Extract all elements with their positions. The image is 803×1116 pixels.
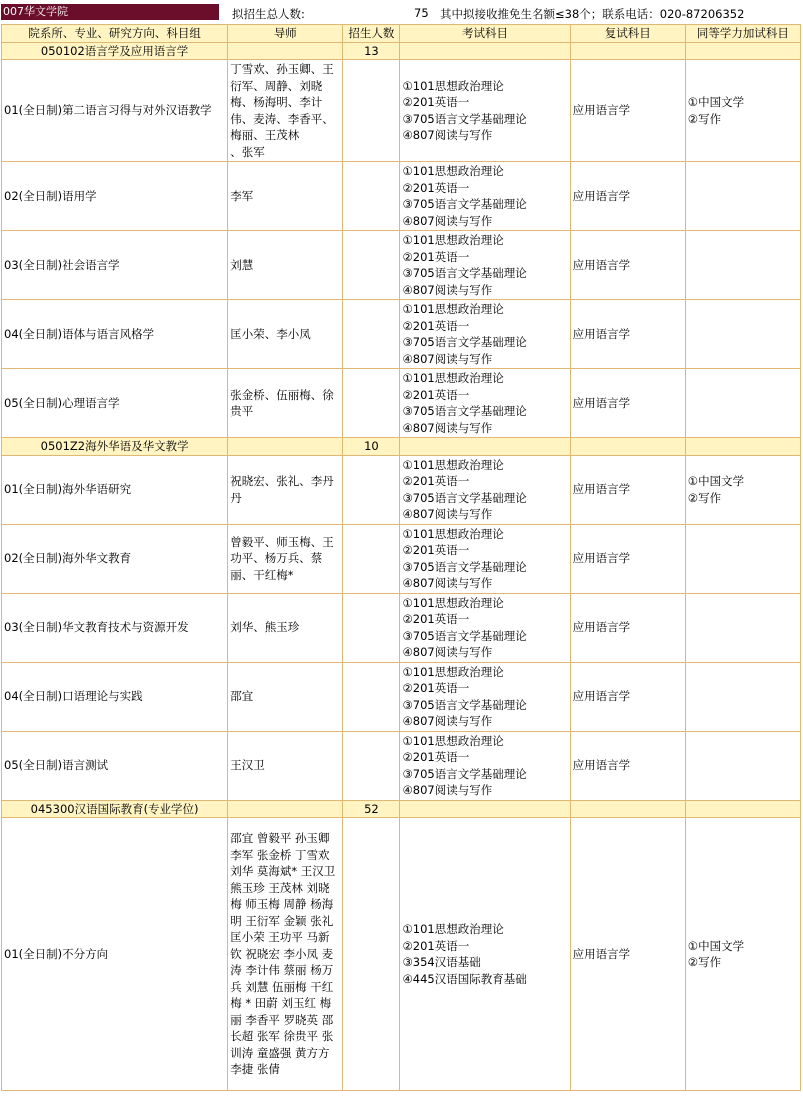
direction-row	[2, 369, 801, 438]
col-header-count: 招生人数	[343, 25, 400, 43]
retest-subject: 应用语言学	[570, 231, 685, 300]
major-extra-empty	[685, 438, 800, 456]
direction-count	[343, 455, 400, 524]
retest-subject: 应用语言学	[570, 524, 685, 593]
exam-subjects: ①101思想政治理论 ②201英语一 ③705语言文学基础理论 ④807阅读与写作	[400, 231, 570, 300]
retest-subject: 应用语言学	[570, 162, 685, 231]
extra-subjects	[685, 300, 800, 369]
direction-row	[2, 818, 801, 1091]
exam-subjects: ①101思想政治理论 ②201英语一 ③705语言文学基础理论 ④807阅读与写作	[400, 455, 570, 524]
exam-subjects: ①101思想政治理论 ②201英语一 ③705语言文学基础理论 ④807阅读与写作	[400, 60, 570, 162]
direction-name: 03(全日制)社会语言学	[2, 231, 228, 300]
major-name: 050102语言学及应用语言学	[2, 42, 228, 60]
col-header-direction: 院系所、专业、研究方向、科目组	[2, 25, 228, 43]
tutors: 邵宜 曾毅平 孙玉卿 李军 张金桥 丁雪欢 刘华 莫海斌* 王汉卫 熊玉珍 王茂林 刘晓梅 师玉梅 周静 杨海明 王衍军 金颖 张礼 匡小荣 王功平 马新钦 祝晓宏 李小凤 麦涛 李计伟 蔡丽 杨万兵 刘慧 伍丽梅 干红梅 * 田蔚 刘玉红 梅丽 李香平 罗晓英 邵长超 张军 徐贵平 张训涛 童盛强 黄方方 李捷 张倩	[228, 818, 343, 1091]
exam-subjects: ①101思想政治理论 ②201英语一 ③354汉语基础 ④445汉语国际教育基础	[400, 818, 570, 1091]
direction-row	[2, 731, 801, 800]
enrollment-table	[1, 24, 801, 1091]
direction-row	[2, 162, 801, 231]
extra-subjects	[685, 524, 800, 593]
major-row	[2, 438, 801, 456]
major-tutor-empty	[228, 438, 343, 456]
major-extra-empty	[685, 800, 800, 818]
major-exam-empty	[400, 42, 570, 60]
direction-row	[2, 60, 801, 162]
extra-subjects	[685, 731, 800, 800]
direction-count	[343, 300, 400, 369]
table-body	[2, 42, 801, 1091]
retest-subject: 应用语言学	[570, 593, 685, 662]
direction-name: 01(全日制)第二语言习得与对外汉语教学	[2, 60, 228, 162]
exam-subjects: ①101思想政治理论 ②201英语一 ③705语言文学基础理论 ④807阅读与写作	[400, 731, 570, 800]
extra-subjects	[685, 162, 800, 231]
tutors: 王汉卫	[228, 731, 343, 800]
tutors: 曾毅平、师玉梅、王功平、杨万兵、蔡丽、干红梅*	[228, 524, 343, 593]
major-row	[2, 800, 801, 818]
direction-name: 01(全日制)海外华语研究	[2, 455, 228, 524]
direction-count	[343, 593, 400, 662]
major-name: 0501Z2海外华语及华文教学	[2, 438, 228, 456]
tutors: 邵宜	[228, 662, 343, 731]
quota-note: 其中拟接收推免生名额≤38个；联系电话：020-87206352	[440, 7, 745, 21]
total-label: 拟招生总人数:	[232, 7, 305, 21]
direction-name: 01(全日制)不分方向	[2, 818, 228, 1091]
col-header-exam: 考试科目	[400, 25, 570, 43]
direction-row	[2, 662, 801, 731]
major-count: 52	[343, 800, 400, 818]
tutors: 丁雪欢、孙玉卿、王衍军、周静、刘晓梅、杨海明、李计伟、麦涛、李香平、梅丽、王茂林 、张军	[228, 60, 343, 162]
tutors: 刘华、熊玉珍	[228, 593, 343, 662]
direction-row	[2, 593, 801, 662]
major-retest-empty	[570, 42, 685, 60]
page-header	[0, 0, 803, 24]
major-exam-empty	[400, 800, 570, 818]
direction-name: 05(全日制)心理语言学	[2, 369, 228, 438]
direction-row	[2, 524, 801, 593]
retest-subject: 应用语言学	[570, 60, 685, 162]
direction-name: 03(全日制)华文教育技术与资源开发	[2, 593, 228, 662]
tutors: 李军	[228, 162, 343, 231]
direction-count	[343, 60, 400, 162]
tutors: 刘慧	[228, 231, 343, 300]
exam-subjects: ①101思想政治理论 ②201英语一 ③705语言文学基础理论 ④807阅读与写作	[400, 524, 570, 593]
retest-subject: 应用语言学	[570, 300, 685, 369]
col-header-retest: 复试科目	[570, 25, 685, 43]
retest-subject: 应用语言学	[570, 731, 685, 800]
major-tutor-empty	[228, 800, 343, 818]
major-count: 13	[343, 42, 400, 60]
retest-subject: 应用语言学	[570, 369, 685, 438]
tutors: 祝晓宏、张礼、李丹丹	[228, 455, 343, 524]
direction-count	[343, 731, 400, 800]
extra-subjects	[685, 231, 800, 300]
extra-subjects: ①中国文学 ②写作	[685, 818, 800, 1091]
extra-subjects	[685, 662, 800, 731]
retest-subject: 应用语言学	[570, 662, 685, 731]
direction-name: 02(全日制)海外华文教育	[2, 524, 228, 593]
major-extra-empty	[685, 42, 800, 60]
table-header-row	[2, 25, 801, 43]
major-tutor-empty	[228, 42, 343, 60]
direction-count	[343, 662, 400, 731]
extra-subjects	[685, 593, 800, 662]
exam-subjects: ①101思想政治理论 ②201英语一 ③705语言文学基础理论 ④807阅读与写作	[400, 300, 570, 369]
retest-subject: 应用语言学	[570, 818, 685, 1091]
major-count: 10	[343, 438, 400, 456]
direction-name: 04(全日制)口语理论与实践	[2, 662, 228, 731]
exam-subjects: ①101思想政治理论 ②201英语一 ③705语言文学基础理论 ④807阅读与写作	[400, 162, 570, 231]
direction-count	[343, 524, 400, 593]
exam-subjects: ①101思想政治理论 ②201英语一 ③705语言文学基础理论 ④807阅读与写作	[400, 662, 570, 731]
exam-subjects: ①101思想政治理论 ②201英语一 ③705语言文学基础理论 ④807阅读与写作	[400, 593, 570, 662]
extra-subjects: ①中国文学 ②写作	[685, 455, 800, 524]
major-row	[2, 42, 801, 60]
exam-subjects: ①101思想政治理论 ②201英语一 ③705语言文学基础理论 ④807阅读与写作	[400, 369, 570, 438]
tutors: 匡小荣、李小凤	[228, 300, 343, 369]
direction-name: 04(全日制)语体与语言风格学	[2, 300, 228, 369]
major-retest-empty	[570, 800, 685, 818]
direction-row	[2, 455, 801, 524]
major-exam-empty	[400, 438, 570, 456]
extra-subjects: ①中国文学 ②写作	[685, 60, 800, 162]
direction-name: 02(全日制)语用学	[2, 162, 228, 231]
major-name: 045300汉语国际教育(专业学位)	[2, 800, 228, 818]
college-name: 007华文学院	[1, 4, 219, 20]
major-retest-empty	[570, 438, 685, 456]
retest-subject: 应用语言学	[570, 455, 685, 524]
direction-count	[343, 162, 400, 231]
direction-count	[343, 231, 400, 300]
direction-row	[2, 300, 801, 369]
total-value: 75	[414, 6, 429, 20]
direction-name: 05(全日制)语言测试	[2, 731, 228, 800]
direction-count	[343, 818, 400, 1091]
extra-subjects	[685, 369, 800, 438]
col-header-extra: 同等学力加试科目	[685, 25, 800, 43]
col-header-tutor: 导师	[228, 25, 343, 43]
tutors: 张金桥、伍丽梅、徐贵平	[228, 369, 343, 438]
direction-row	[2, 231, 801, 300]
direction-count	[343, 369, 400, 438]
